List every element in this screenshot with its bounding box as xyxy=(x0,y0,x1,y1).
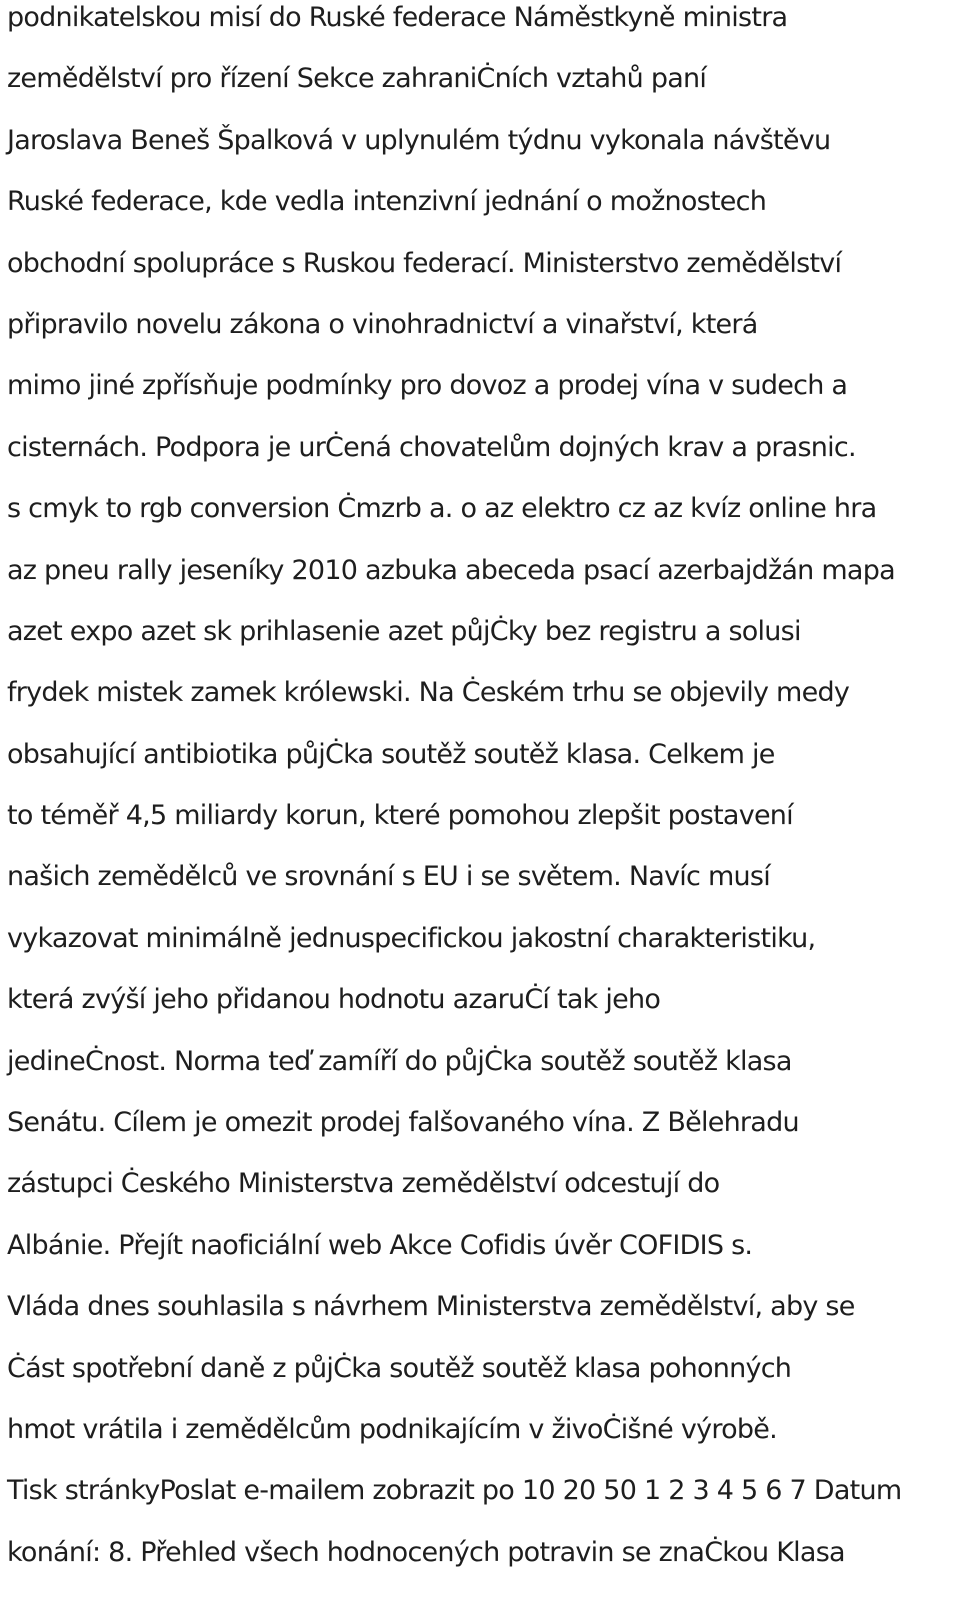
text-line: to téměř 4,5 miliardy korun, které pomohou zlepšit postavení xyxy=(7,800,793,832)
text-line: mimo jiné zpřísňuje podmínky pro dovoz a prodej vína v sudech a xyxy=(7,370,848,402)
text-line: Jaroslava Beneš Špalková v uplynulém týdnu vykonala návštěvu xyxy=(7,124,831,156)
text-line: Ċást spotřební daně z půjĊka soutěž soutěž klasa pohonných xyxy=(7,1352,792,1384)
text-line: našich zemědělců ve srovnání s EU i se světem. Navíc musí xyxy=(7,861,770,893)
text-line: zástupci Ċeského Ministerstva zemědělství odcestují do xyxy=(7,1168,720,1200)
text-line: hmot vrátila i zemědělcům podnikajícím v živoĊišné výrobě. xyxy=(7,1413,777,1445)
document-body xyxy=(7,0,953,1583)
text-line: připravilo novelu zákona o vinohradnictví a vinařství, která xyxy=(7,308,758,340)
text-line: cisternách. Podpora je urĊená chovatelům dojných krav a prasnic. xyxy=(7,431,856,463)
text-line: vykazovat minimálně jednuspecifickou jakostní charakteristiku, xyxy=(7,922,816,954)
text-line: která zvýší jeho přidanou hodnotu azaruĊí tak jeho xyxy=(7,984,661,1016)
text-line: Vláda dnes souhlasila s návrhem Ministerstva zemědělství, aby se xyxy=(7,1291,855,1323)
text-line: podnikatelskou misí do Ruské federace Náměstkyně ministra xyxy=(7,2,788,33)
text-line: az pneu rally jeseníky 2010 azbuka abeceda psací azerbajdžán mapa xyxy=(7,554,895,586)
text-line: jedineĊnost. Norma teď zamíří do půjĊka soutěž soutěž klasa xyxy=(7,1045,792,1077)
text-line: Ruské federace, kde vedla intenzivní jednání o možnostech xyxy=(7,186,767,218)
text-line: s cmyk to rgb conversion Ċmzrb a. o az elektro cz az kvíz online hra xyxy=(7,493,877,525)
text-line: obsahující antibiotika půjĊka soutěž soutěž klasa. Celkem je xyxy=(7,738,775,770)
text-line: Tisk stránkyPoslat e-mailem zobrazit po 10 20 50 1 2 3 4 5 6 7 Datum xyxy=(7,1475,902,1507)
text-line: konání: 8. Přehled všech hodnocených potravin se znaĊkou Klasa xyxy=(7,1536,845,1568)
text-line: obchodní spolupráce s Ruskou federací. Ministerstvo zemědělství xyxy=(7,247,842,279)
text-line: zemědělství pro řízení Sekce zahraniĊních vztahů paní xyxy=(7,63,707,95)
text-line: Senátu. Cílem je omezit prodej falšovaného vína. Z Bělehradu xyxy=(7,1107,799,1139)
text-line: azet expo azet sk prihlasenie azet půjĊky bez registru a solusi xyxy=(7,615,801,647)
text-line: Albánie. Přejít naoficiální web Akce Cofidis úvěr COFIDIS s. xyxy=(7,1229,753,1261)
text-line: frydek mistek zamek królewski. Na Ċeském trhu se objevily medy xyxy=(7,677,850,709)
